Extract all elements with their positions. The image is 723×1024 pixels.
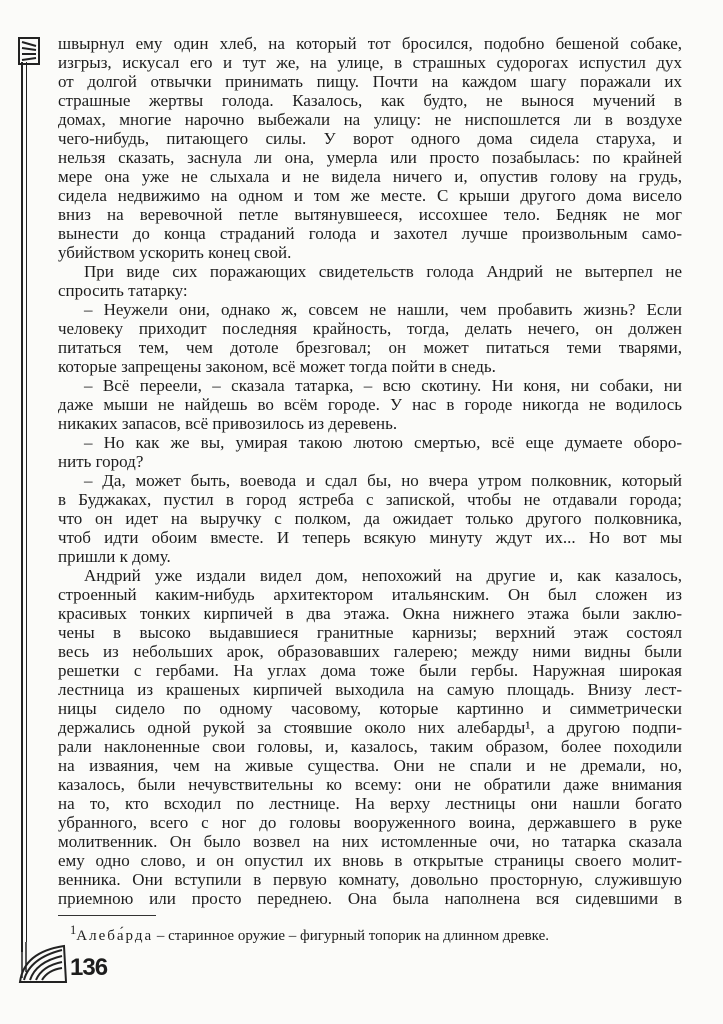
footnote: [70, 923, 549, 945]
text-line: человеку приходит последняя крайность, тогда, делать нечего, он должен: [58, 319, 682, 338]
text-line: венника. Они вступили в первую комнату, довольно просторную, служившую: [58, 870, 682, 889]
text-line: швырнул ему один хлеб, на который тот бросился, подобно бешеной собаке,: [58, 34, 682, 53]
text-line: казалось, были нечувствительны ко всему: они не обратили даже внимания: [58, 775, 682, 794]
text-line: убранного, всего с ног до головы вооруженного воина, державшего в руке: [58, 813, 682, 832]
text-line: ему одно слово, и он опустил их вновь в открытые страницы своего молит-: [58, 851, 682, 870]
text-line: что он идет на выручку с полком, да ожидает только другого полковника,: [58, 509, 682, 528]
text-line: изгрыз, искусал его и тут же, на улице, в страшных судорогах испустил дух: [58, 53, 682, 72]
text-line: сидела недвижимо на одном и том же месте. С крыши другого дома висело: [58, 186, 682, 205]
text-line: приемною или просто переднею. Она была наполнена вся сидевшими в: [58, 889, 682, 908]
text-line: ницы сидело по одному часовому, которые картинно и симметрически: [58, 699, 682, 718]
text-line: на изваяния, чем на живые существа. Они не спали и не дремали, но,: [58, 756, 682, 775]
text-line: пришли к дому.: [58, 547, 171, 566]
footnote-term: Алеба́рда: [76, 928, 154, 944]
text-line: держались одной рукой за стоявшие около них алебарды¹, а другою подпи-: [58, 718, 682, 737]
text-line: Андрий уже издали видел дом, непохожий на другие и, как казалось,: [84, 566, 682, 585]
text-line: никаких запасов, всё привозилось из деревень.: [58, 414, 398, 433]
text-line: молитвенник. Он было возвел на них истомленные очи, но татарка сказала: [58, 832, 682, 851]
text-line: весь из небольших арок, образовавших галерею; между ними видны были: [58, 642, 682, 661]
text-line: При виде сих поражающих свидетельств голода Андрий не вытерпел не: [84, 262, 682, 281]
text-line: которые запрещены законом, всё может тогда пойти в снедь.: [58, 357, 496, 376]
text-line: – Но как же вы, умирая такою лютою смертью, всё еще думаете оборо-: [84, 433, 682, 452]
footnote-divider: [58, 915, 156, 916]
footnote-marker: 1: [70, 923, 77, 937]
text-line: чены в высоко выдавшиеся гранитные карнизы; верхний этаж состоял: [58, 623, 682, 642]
text-line: – Да, может быть, воевода и сдал бы, но вчера утром полковник, который: [84, 471, 682, 490]
body-text: [58, 34, 682, 908]
text-line: мере она уже не слыхала и не видела ничего и, опустив голову на грудь,: [58, 167, 682, 186]
text-line: чего-нибудь, питающего силы. У ворот одного дома сидела старуха, и: [58, 129, 682, 148]
text-line: решетки с гербами. На углах дома тоже были гербы. Наружная широкая: [58, 661, 682, 680]
text-line: от долгой отвычки принимать пищу. Почти на каждом шагу поражали их: [58, 72, 682, 91]
text-line: строенный каким-нибудь архитектором итальянским. Он был сложен из: [58, 585, 682, 604]
text-line: нить город?: [58, 452, 144, 471]
footnote-definition: – старинное оружие – фигурный топорик на длинном древке.: [153, 928, 550, 944]
text-line: нельзя сказать, заснула ли она, умерла или просто позабылась: по крайней: [58, 148, 682, 167]
text-line: вынести до конца страданий голода и захотел лучше произвольным само-: [58, 224, 682, 243]
text-line: убийством ускорить конец свой.: [58, 243, 292, 262]
text-line: в Буджаках, пустил в город ястреба с запиской, чтобы не отдавали города;: [58, 490, 682, 509]
text-line: рали наклоненные свои головы, и, казалось, таким образом, более походили: [58, 737, 682, 756]
bottom-ornament-icon: [16, 942, 70, 984]
text-line: на то, кто всходил по лестнице. На верху лестницы они нашли богато: [58, 794, 682, 813]
margin-rule-inner: [26, 62, 27, 942]
text-line: – Всё переели, – сказала татарка, – всю скотину. Ни коня, ни собаки, ни: [84, 376, 682, 395]
text-line: вниз на веревочной петле вытянувшееся, иссохшее тело. Бедняк не мог: [58, 205, 682, 224]
text-line: питаться тем, чем дотоле брезговал; он может питаться теми тварями,: [58, 338, 682, 357]
text-line: красивых тонких кирпичей в два этажа. Окна нижнего этажа были заклю-: [58, 604, 682, 623]
margin-rule-outer: [21, 62, 23, 952]
top-ornament-icon: [17, 36, 43, 66]
page-number: 136: [70, 954, 108, 981]
text-line: – Неужели они, однако ж, совсем не нашли, чем пробавить жизнь? Если: [84, 300, 682, 319]
text-line: чтоб идти обоим вместе. И теперь всякую минуту ждут их... Но вот мы: [58, 528, 682, 547]
text-line: домах, многие нарочно выбежали на улицу: не ниспошлется ли в воздухе: [58, 110, 682, 129]
text-line: спросить татарку:: [58, 281, 188, 300]
text-line: страшные жертвы голода. Казалось, как будто, не вынося мучений в: [58, 91, 682, 110]
text-line: даже мыши не найдешь во всём городе. У нас в городе никогда не водилось: [58, 395, 682, 414]
text-line: лестница из крашеных кирпичей выходила на самую площадь. Внизу лест-: [58, 680, 682, 699]
